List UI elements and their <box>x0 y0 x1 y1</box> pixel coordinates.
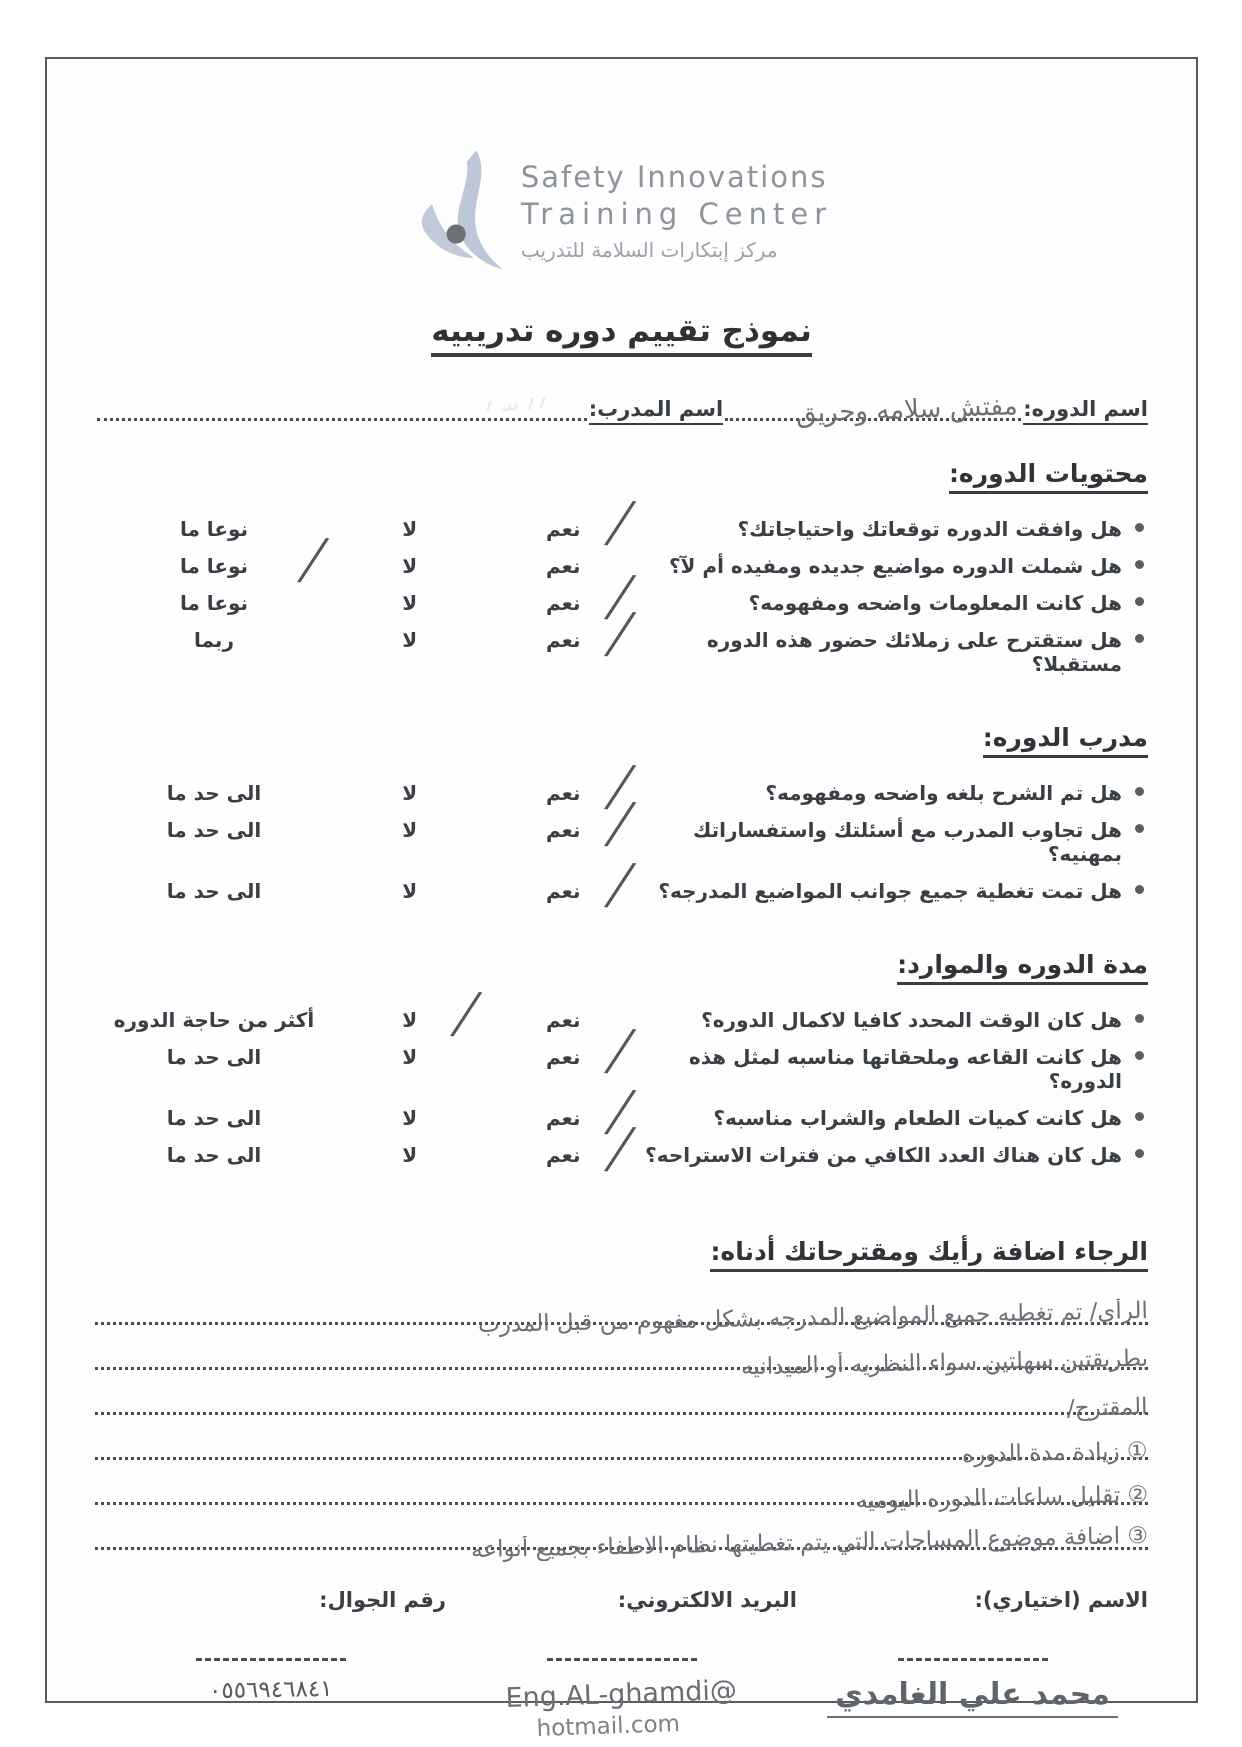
option-no: لا <box>402 879 418 903</box>
section-header-contents: محتويات الدوره: <box>949 459 1148 494</box>
dashed-line <box>547 1658 697 1661</box>
comment-line <box>95 1513 1149 1564</box>
option-somewhat: ╱ نوعا ما <box>95 554 333 578</box>
name-optional-label: الاسم (اختياري): <box>974 1588 1148 1612</box>
comments-area <box>95 1288 1149 1564</box>
logo <box>95 147 1148 275</box>
course-name-field <box>723 391 1023 429</box>
option-no: لا <box>402 818 418 842</box>
option-yes: ╱ نعم <box>486 628 640 652</box>
email-handwritten <box>505 1673 739 1746</box>
email-line2: hotmail.com <box>535 1711 681 1743</box>
option-to-some-extent: الى حد ما <box>166 1045 262 1069</box>
question-row <box>95 1143 1148 1167</box>
comment-handwritten: ② تقليل ساعات الدوره اليوميه <box>855 1481 1149 1515</box>
section-header-trainer: مدرب الدوره: <box>983 723 1148 758</box>
option-to-some-extent: الى حد ما <box>166 879 262 903</box>
question-text: هل كانت القاعه وملحقاتها مناسبه لمثل هذه الدوره؟ <box>688 1045 1122 1093</box>
section-header-duration: مدة الدوره والموارد: <box>897 950 1148 985</box>
option-maybe: ربما <box>194 628 234 652</box>
question-text: هل ستقترح على زملائك حضور هذه الدوره مستقبلا؟ <box>706 628 1122 676</box>
option-yes: ╱ نعم <box>486 879 640 903</box>
question-row <box>95 818 1148 866</box>
email-line1: Eng.AL-ghamdi@ <box>504 1674 738 1715</box>
question-row <box>95 517 1148 541</box>
option-yes: نعم <box>546 1008 581 1032</box>
question-text: هل كان هناك العدد الكافي من فترات الاستراحه؟ <box>645 1143 1122 1167</box>
question-row <box>95 1045 1148 1093</box>
comment-handwritten: المقترح/ <box>1067 1394 1149 1422</box>
mobile-handwritten: ٠٥٥٦٩٤٦٨٤١ <box>208 1675 333 1705</box>
comment-handwritten: بطريقتين سهلتين سواء النظريه أو الميدانيه <box>740 1345 1149 1381</box>
option-yes: ╱ نعم <box>486 1106 640 1130</box>
name-line <box>95 389 1148 429</box>
option-no: لا <box>402 1045 418 1069</box>
option-yes: ╱ نعم <box>486 781 640 805</box>
dotted-line <box>97 418 587 421</box>
option-no: لا <box>402 1106 418 1130</box>
dashed-line <box>898 1658 1048 1661</box>
trainer-name-label: اسم المدرب: <box>589 397 724 425</box>
comments-header: الرجاء اضافة رأيك ومقترحاتك أدناه: <box>710 1237 1148 1272</box>
option-to-some-extent: الى حد ما <box>166 1106 262 1130</box>
logo-line1: Safety Innovations <box>520 160 828 195</box>
option-to-some-extent: الى حد ما <box>166 1143 262 1167</box>
option-no: لا <box>402 628 418 652</box>
option-somewhat: نوعا ما <box>179 591 249 615</box>
comment-line <box>95 1333 1149 1381</box>
flame-logo-icon <box>411 147 507 275</box>
course-name-handwritten: مفتش سلامه وحريق <box>795 391 1018 429</box>
question-text: هل شملت الدوره مواضيع جديده ومفيده أم لآ؟ <box>668 554 1122 578</box>
footer <box>95 1588 1148 1742</box>
question-row <box>95 628 1148 676</box>
option-no: لا <box>402 781 418 805</box>
option-no: لا <box>402 1143 418 1167</box>
option-no: ╱ لا <box>333 1008 487 1032</box>
option-more-than-needed: أكثر من حاجة الدوره <box>113 1008 315 1032</box>
question-text: هل كانت المعلومات واضحه ومفهومه؟ <box>748 591 1122 615</box>
comment-line <box>95 1468 1148 1513</box>
comment-handwritten: الرأي/ تم تغطيه جميع المواضيع المدرجه بشكل مفهوم من قبل المدرب <box>477 1297 1149 1339</box>
option-yes: ╱ نعم <box>486 1143 640 1167</box>
option-somewhat: نوعا ما <box>179 517 249 541</box>
option-no: لا <box>402 554 418 578</box>
question-text: هل كانت كميات الطعام والشراب مناسبه؟ <box>713 1106 1122 1130</box>
question-text: هل تم الشرح بلغه واضحه ومفهومه؟ <box>765 781 1122 805</box>
question-text: هل تمت تغطية جميع جوانب المواضيع المدرجه؟ <box>658 879 1122 903</box>
option-to-some-extent: الى حد ما <box>166 818 262 842</box>
question-row <box>95 879 1148 903</box>
trainer-faint-marks: ؍؍ ٮٮـ ؍ <box>482 389 550 417</box>
page-title: نموذج تقييم دوره تدريبيه <box>431 313 812 357</box>
option-yes: ╱ نعم <box>486 1045 640 1069</box>
logo-arabic: مركز إبتكارات السلامة للتدريب <box>520 237 778 262</box>
dotted-line <box>95 1412 1148 1415</box>
scanned-page <box>45 57 1198 1743</box>
comment-handwritten: ③ اضافة موضوع المساحات التي يتم تغطيتها نظام الاطفاء بجميع أنواعه <box>470 1522 1149 1564</box>
option-no: لا <box>402 591 418 615</box>
option-to-some-extent: الى حد ما <box>166 781 262 805</box>
mobile-label: رقم الجوال: <box>319 1588 446 1612</box>
option-no: لا <box>402 517 418 541</box>
dashed-line <box>196 1658 346 1661</box>
option-yes: ╱ نعم <box>486 818 640 842</box>
comment-line <box>95 1288 1149 1339</box>
logo-line2: Training Center <box>520 196 833 231</box>
comment-line <box>95 1423 1148 1468</box>
option-yes: ╱ نعم <box>486 517 640 541</box>
course-name-label: اسم الدوره: <box>1023 397 1148 425</box>
question-text: هل كان الوقت المحدد كافيا لاكمال الدوره؟ <box>701 1008 1122 1032</box>
option-yes: ╱ نعم <box>486 591 640 615</box>
question-text: هل تجاوب المدرب مع أسئلتك واستفساراتك بمهنيه؟ <box>693 818 1122 866</box>
comment-line <box>95 1378 1148 1423</box>
question-text: هل وافقت الدوره توقعاتك واحتياجاتك؟ <box>737 517 1122 541</box>
option-yes: نعم <box>546 554 581 578</box>
signature-handwritten: محمد علي الغامدي <box>827 1677 1118 1718</box>
trainer-name-field <box>95 391 589 425</box>
comment-handwritten: ① زيادة مدة الدوره <box>962 1438 1149 1468</box>
email-label: البريد الالكتروني: <box>617 1588 797 1612</box>
